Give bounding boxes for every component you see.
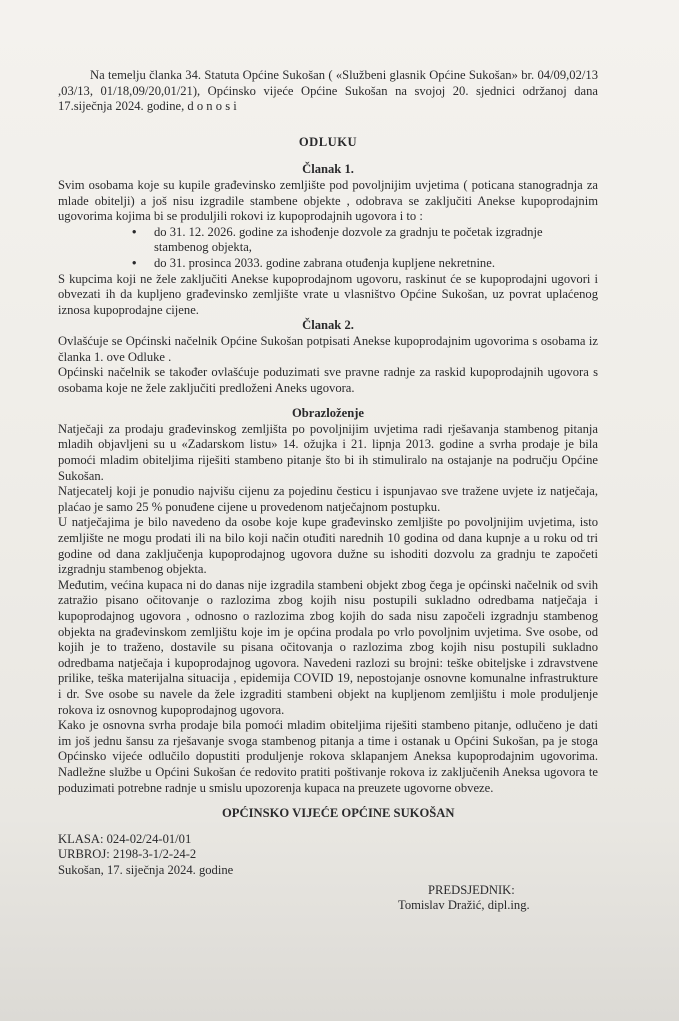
list-item: • do 31. prosinca 2033. godine zabrana otuđenja kupljene nekretnine.: [154, 256, 598, 272]
signature-name: Tomislav Dražić, dipl.ing.: [398, 898, 530, 913]
article-1-after-text: S kupcima koji ne žele zaključiti Anekse kupoprodajnom ugovoru, raskinut će se kupoprodajni ugovori i obvezati ih da kupljeno građevinsko zemljište vrate u vlasništvo Općine Sukošan, uz povrat uplaćenog iznosa kupoprodajne cijene.: [58, 271, 598, 317]
explanation-paragraph: U natječajima je bilo navedeno da osobe koje kupe građevinsko zemljište po povoljnijim uvjetima, isto zemljište ne mogu prodati ili na bilo koji način otuđiti narednih 10 godina od dana kupnje a u roku od tri godine od dana zaključenja kupoprodajnog ugovora dužne su ishoditi dozvolu za gradnju te započeti izgradnju stambenog objekta.: [58, 515, 598, 577]
explanation-paragraph: Međutim, većina kupaca ni do danas nije izgradila stambeni objekt zbog čega je općinski načelnik od svih zatražio pisano očitovanje o razlozima zbog kojih nisu postupili sukladno odredbama natječaja i kupoprodajnog ugovora , odnosno o razlozima zbog kojih do sada nisu započeli izgradnju stambenog objekta na građevinskom zemljištu koje im je općina prodala po vrlo povoljnim uvjetima. Sve osobe, od kojih je to traženo, dostavile su pisana očitovanja o razlozima zbog kojih nisu postupili sukladno odredbama natječaja i kupoprodajnog ugovora. Navedeni razlozi su brojni: teške obiteljske i zdravstvene prilike, teška materijalna situacija , epidemija COVID 19, nepostojanje osnovne komunalne infrastrukture i dr. Sve osobe su navele da žele izgraditi stambeni objekt na kupljenom zemljištu i mole produljenje rokova iz osnovnog kupoprodajnog ugovora.: [58, 577, 598, 717]
intro-paragraph: Na temelju članka 34. Statuta Općine Sukošan ( «Službeni glasnik Općine Sukošan» br. 04/09,02/13 ,03/13, 01/18,09/20,01/21), Općinsko vijeće Općine Sukošan na svojoj 20. sjednici održanoj dana 17.siječnja 2024. godine, d o n o s i: [58, 68, 598, 114]
klasa-line: KLASA: 024-02/24-01/01: [58, 831, 192, 846]
explanation-paragraph: Kako je osnovna svrha prodaje bila pomoći mladim obiteljima riješiti stambeno pitanje, odlučeno je dati im još jednu šansu za rješavanje svoga stambenog pitanja a time i ostanak u Općini Sukošan, pa je stoga Općinsko vijeće odlučilo dopustiti produljenje rokova sklapanjem Aneksa kupoprodajnim ugovorima. Nadležne službe u Općini Sukošan će redovito pratiti poštivanje rokova iz zaključenih Aneksa ugovora te poduzimati potrebne radnje u smislu upozorenja kupaca na preuzete ugovorne obveze.: [58, 718, 598, 795]
document-body: [58, 68, 598, 914]
explanation-heading: Obrazloženje: [291, 406, 365, 421]
document-title: ODLUKU: [298, 134, 358, 149]
council-name: OPĆINSKO VIJEĆE OPĆINE SUKOŠAN: [222, 806, 455, 821]
explanation-paragraph: Natjecatelj koji je ponudio najvišu cijenu za pojedinu česticu i ispunjavao sve tražene uvjete iz natječaja, plaćao je samo 25 % ponuđene cijene u provedenom natječajnom postupku.: [58, 484, 598, 514]
urbroj-line: URBROJ: 2198-3-1/2-24-2: [58, 847, 197, 862]
signature-role: PREDSJEDNIK:: [428, 882, 515, 897]
explanation-paragraph: Natječaji za prodaju građevinskog zemljišta po povoljnijim uvjetima radi rješavanja stambenog pitanja mladih objavljeni su u «Zadarskom listu» 14. ožujka i 21. lipnja 2013. godine a svrha prodaje je bila pomoći mladim obiteljima riješiti stambeno pitanje što bi ih stimuliralo na ostajanje na području Općine Sukošan.: [58, 421, 598, 483]
article-1-text: Svim osobama koje su kupile građevinsko zemljište pod povoljnijim uvjetima ( poticana stanogradnja za mlade obitelji) a još nisu izgradile stambene objekte , odobrava se zaključiti Anekse kupoprodajnim ugovorima kojima bi se produljili rokovi iz kupoprodajnih ugovora i to :: [58, 177, 598, 224]
article-2-paragraph-1: Ovlašćuje se Općinski načelnik Općine Sukošan potpisati Anekse kupoprodajnim ugovorima s osobama iz članka 1. ove Odluke .: [58, 333, 598, 364]
document-reference-block: [58, 832, 598, 879]
article-1-heading: Članak 1.: [302, 162, 354, 177]
list-item: • do 31. 12. 2026. godine za ishođenje dozvole za gradnju te početak izgradnje stambenog objekta,: [154, 225, 598, 256]
article-2-paragraph-2: Općinski načelnik se također ovlašćuje poduzimati sve pravne radnje za raskid kupoprodajnih ugovora s osobama koje ne žele zaključiti predloženi Aneks ugovora.: [58, 365, 598, 395]
place-date-line: Sukošan, 17. siječnja 2024. godine: [58, 862, 234, 877]
article-1-deadlines-list: [58, 225, 598, 272]
article-2-heading: Članak 2.: [302, 318, 354, 333]
